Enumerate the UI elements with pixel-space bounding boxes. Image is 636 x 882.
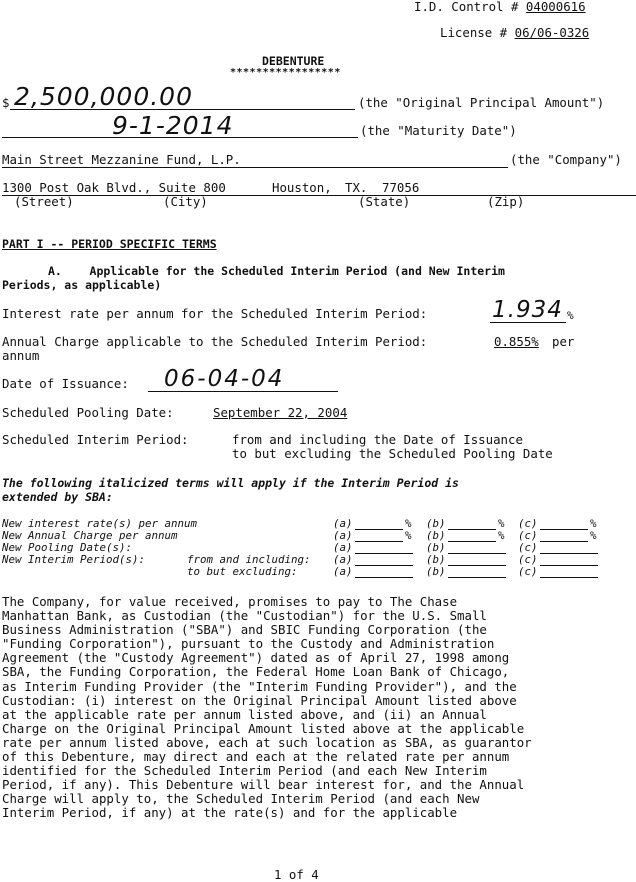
extension-col-c-label: (c) bbox=[518, 517, 538, 530]
extension-col-c-label: (c) bbox=[518, 565, 538, 578]
section-a-line1: A. Applicable for the Scheduled Interim Period (and New Interim bbox=[48, 264, 505, 278]
extension-blank[interactable] bbox=[448, 565, 506, 566]
extension-heading-line2: extended by SBA: bbox=[2, 490, 113, 504]
extension-col-b-label: (b) bbox=[426, 541, 446, 554]
issuance-label: Date of Issuance: bbox=[2, 376, 129, 391]
from-and-including-label: from and including: bbox=[187, 553, 311, 566]
extension-heading-line1: The following italicized terms will apply if the Interim Period is bbox=[2, 476, 459, 490]
interest-rate-line bbox=[490, 322, 566, 323]
pooling-date-label: Scheduled Pooling Date: bbox=[2, 405, 174, 420]
document-title: DEBENTURE bbox=[262, 54, 325, 68]
extension-blank[interactable] bbox=[355, 553, 413, 554]
extension-blank[interactable] bbox=[540, 541, 588, 542]
maturity-date-handwritten: 9-1-2014 bbox=[112, 111, 234, 140]
principal-amount-label: (the "Original Principal Amount") bbox=[358, 95, 605, 110]
extension-blank[interactable] bbox=[355, 577, 413, 578]
part1-heading: PART I -- PERIOD SPECIFIC TERMS bbox=[2, 237, 217, 251]
extension-col-a-label: (a) bbox=[333, 553, 353, 566]
new-annual-charge-label: New Annual Charge per annum bbox=[2, 529, 178, 542]
dollar-sign: $ bbox=[2, 95, 10, 110]
extension-blank[interactable] bbox=[448, 553, 506, 554]
principal-amount-handwritten: 2,500,000.00 bbox=[14, 82, 193, 111]
state-caption: (State) bbox=[358, 194, 411, 209]
issuance-date-handwritten: 06-04-04 bbox=[164, 366, 285, 392]
address-zip: 77056 bbox=[382, 180, 420, 195]
extension-col-a-label: (a) bbox=[333, 565, 353, 578]
annual-charge-label: Annual Charge applicable to the Scheduled Interim Period: bbox=[2, 334, 428, 349]
company-line bbox=[2, 167, 508, 168]
extension-blank[interactable] bbox=[355, 541, 403, 542]
maturity-date-line bbox=[2, 137, 358, 138]
zip-caption: (Zip) bbox=[487, 194, 525, 209]
extension-blank[interactable] bbox=[448, 541, 496, 542]
extension-blank[interactable] bbox=[355, 565, 413, 566]
extension-percent-sign: % bbox=[498, 517, 505, 530]
extension-blank[interactable] bbox=[540, 565, 598, 566]
extension-col-a-label: (a) bbox=[333, 541, 353, 554]
address-city: Houston, bbox=[272, 180, 332, 195]
issuance-date-line bbox=[148, 391, 338, 392]
address-street: 1300 Post Oak Blvd., Suite 800 bbox=[2, 180, 226, 195]
extension-col-b-label: (b) bbox=[426, 553, 446, 566]
extension-percent-sign: % bbox=[590, 517, 597, 530]
pooling-date-value: September 22, 2004 bbox=[213, 405, 348, 420]
extension-col-c-label: (c) bbox=[518, 553, 538, 566]
interim-period-label: Scheduled Interim Period: bbox=[2, 432, 189, 447]
extension-percent-sign: % bbox=[405, 529, 412, 542]
extension-blank[interactable] bbox=[540, 529, 588, 530]
license-label: License # 06/06-0326 bbox=[440, 25, 590, 40]
interim-period-line1: from and including the Date of Issuance bbox=[232, 432, 523, 447]
extension-blank[interactable] bbox=[355, 529, 403, 530]
interest-rate-percent: % bbox=[567, 309, 574, 322]
extension-blank[interactable] bbox=[540, 577, 598, 578]
extension-col-c-label: (c) bbox=[518, 541, 538, 554]
new-interim-period-label: New Interim Period(s): bbox=[2, 553, 146, 566]
interest-rate-handwritten: 1.934 bbox=[492, 297, 563, 323]
extension-col-b-label: (b) bbox=[426, 529, 446, 542]
new-pooling-date-label: New Pooling Date(s): bbox=[2, 541, 133, 554]
address-state: TX. bbox=[345, 180, 368, 195]
extension-blank[interactable] bbox=[448, 529, 496, 530]
extension-percent-sign: % bbox=[590, 529, 597, 542]
body-paragraph: The Company, for value received, promises to pay to The Chase Manhattan Bank, as Custodian (the "Custodian") for the U.S. Small Business Administration ("SBA") and SBIC Funding Corporation (the "Funding Corporation"), pursuant to the Custody and Administration Agreement (the "Custody Agreement") dated as of April 27, 1998 among SBA, the Funding Corporation, the Federal Home Loan Bank of Chicago, as Interim Funding Provider (the "Interim Funding Provider"), and the Custodian: (i) interest on the Original Principal Amount listed above at the applicable rate per annum listed above, and (ii) an Annual Charge on the Original Principal Amount listed above at the applicable rate per annum listed above, each at such location as SBA, as guarantor of this Debenture, may direct and each at the related rate per annum identified for the Scheduled Interim Period (and each New Interim Period, if any). This Debenture will bear interest for, and the Annual Charge will apply to, the Scheduled Interim Period (and each New Interim Period, if any) at the rate(s) and for the applicable bbox=[2, 594, 532, 821]
annual-charge-suffix: per bbox=[552, 334, 575, 349]
extension-col-b-label: (b) bbox=[426, 565, 446, 578]
id-control-label: I.D. Control # 04000616 bbox=[414, 0, 586, 14]
annual-charge-line2: annum bbox=[2, 348, 40, 363]
company-name: Main Street Mezzanine Fund, L.P. bbox=[2, 152, 241, 167]
principal-amount-line bbox=[10, 109, 355, 110]
maturity-date-label: (the "Maturity Date") bbox=[360, 123, 517, 138]
new-interest-rate-label: New interest rate(s) per annum bbox=[2, 517, 198, 530]
extension-col-c-label: (c) bbox=[518, 529, 538, 542]
page-number: 1 of 4 bbox=[274, 867, 319, 882]
license-value: 06/06-0326 bbox=[514, 25, 590, 40]
extension-percent-sign: % bbox=[498, 529, 505, 542]
extension-blank[interactable] bbox=[540, 553, 598, 554]
extension-percent-sign: % bbox=[405, 517, 412, 530]
extension-col-a-label: (a) bbox=[333, 529, 353, 542]
interest-rate-label: Interest rate per annum for the Scheduled Interim Period: bbox=[2, 306, 428, 321]
city-caption: (City) bbox=[163, 194, 208, 209]
interim-period-line2: to but excluding the Scheduled Pooling Date bbox=[232, 446, 553, 461]
extension-blank[interactable] bbox=[448, 577, 506, 578]
company-label: (the "Company") bbox=[510, 152, 622, 167]
to-but-excluding-label: to but excluding: bbox=[187, 565, 298, 578]
street-caption: (Street) bbox=[14, 194, 74, 209]
extension-col-a-label: (a) bbox=[333, 517, 353, 530]
section-a-line2: Periods, as applicable) bbox=[2, 278, 162, 292]
annual-charge-value: 0.855% bbox=[494, 334, 539, 349]
address-line bbox=[2, 195, 636, 196]
id-control-value: 04000616 bbox=[525, 0, 586, 14]
extension-col-b-label: (b) bbox=[426, 517, 446, 530]
title-stars: ***************** bbox=[230, 67, 341, 78]
